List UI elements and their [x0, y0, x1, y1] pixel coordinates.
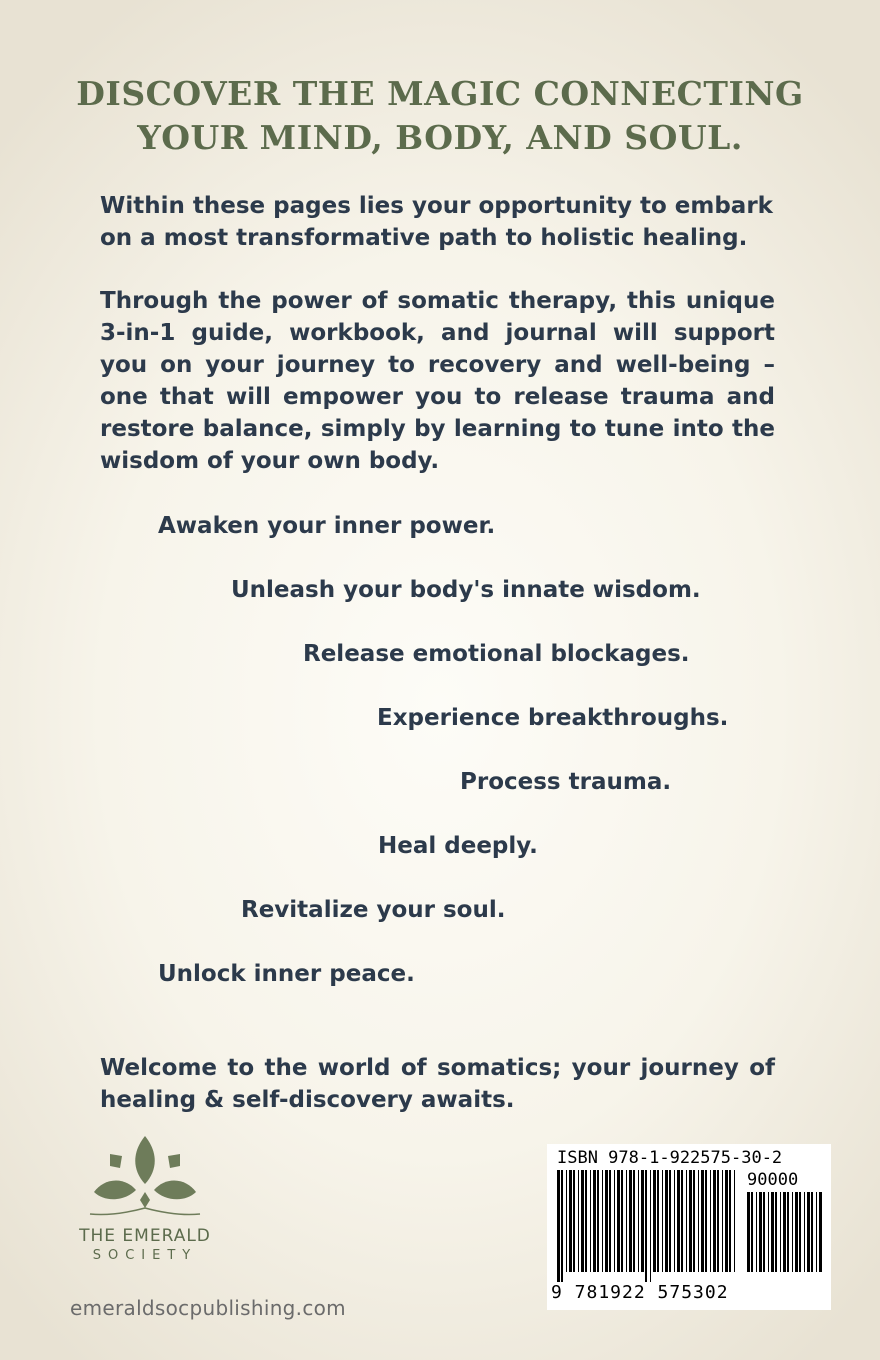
cascade-line-4: Experience breakthroughs. — [377, 705, 729, 731]
cascade-line-1: Awaken your inner power. — [158, 513, 496, 539]
isbn-barcode — [547, 1144, 831, 1310]
cascade-line-3: Release emotional blockages. — [303, 641, 690, 667]
ean-barcode-bars — [557, 1170, 737, 1282]
headline-line-2: YOUR MIND, BODY, AND SOUL. — [137, 118, 743, 157]
logo-text-line-1: THE EMERALD — [79, 1226, 211, 1246]
body-paragraph: Through the power of somatic therapy, this unique 3-in-1 guide, workbook, and journal will support you on your journey to recovery and well-being – one that will empower you to release trauma and restore balance, simply by learning to tune into the wisdom of your own body. — [100, 288, 775, 474]
closing-paragraph: Welcome to the world of somatics; your journey of healing & self-discovery awaits. — [100, 1055, 775, 1113]
cascade-line-8: Unlock inner peace. — [158, 961, 415, 987]
headline — [0, 72, 880, 160]
addon-barcode-bars — [747, 1192, 823, 1282]
publisher-logo — [60, 1132, 230, 1272]
cascade-line-7: Revitalize your soul. — [241, 897, 506, 923]
cascade-line-5: Process trauma. — [460, 769, 672, 795]
lotus-icon — [80, 1132, 210, 1224]
isbn-label: ISBN 978-1-922575-30-2 — [557, 1148, 783, 1168]
barcode-digits: 9 781922 575302 — [551, 1282, 729, 1303]
headline-line-1: DISCOVER THE MAGIC CONNECTING — [76, 74, 804, 113]
cascade-line-6: Heal deeply. — [378, 833, 538, 859]
logo-text-line-2: SOCIETY — [92, 1248, 198, 1263]
intro-paragraph: Within these pages lies your opportunity to embark on a most transformative path to holistic healing. — [100, 193, 773, 251]
cascade-line-2: Unleash your body's innate wisdom. — [231, 577, 701, 603]
barcode-price-code: 90000 — [747, 1170, 799, 1190]
publisher-website: emeraldsocpublishing.com — [70, 1296, 346, 1320]
